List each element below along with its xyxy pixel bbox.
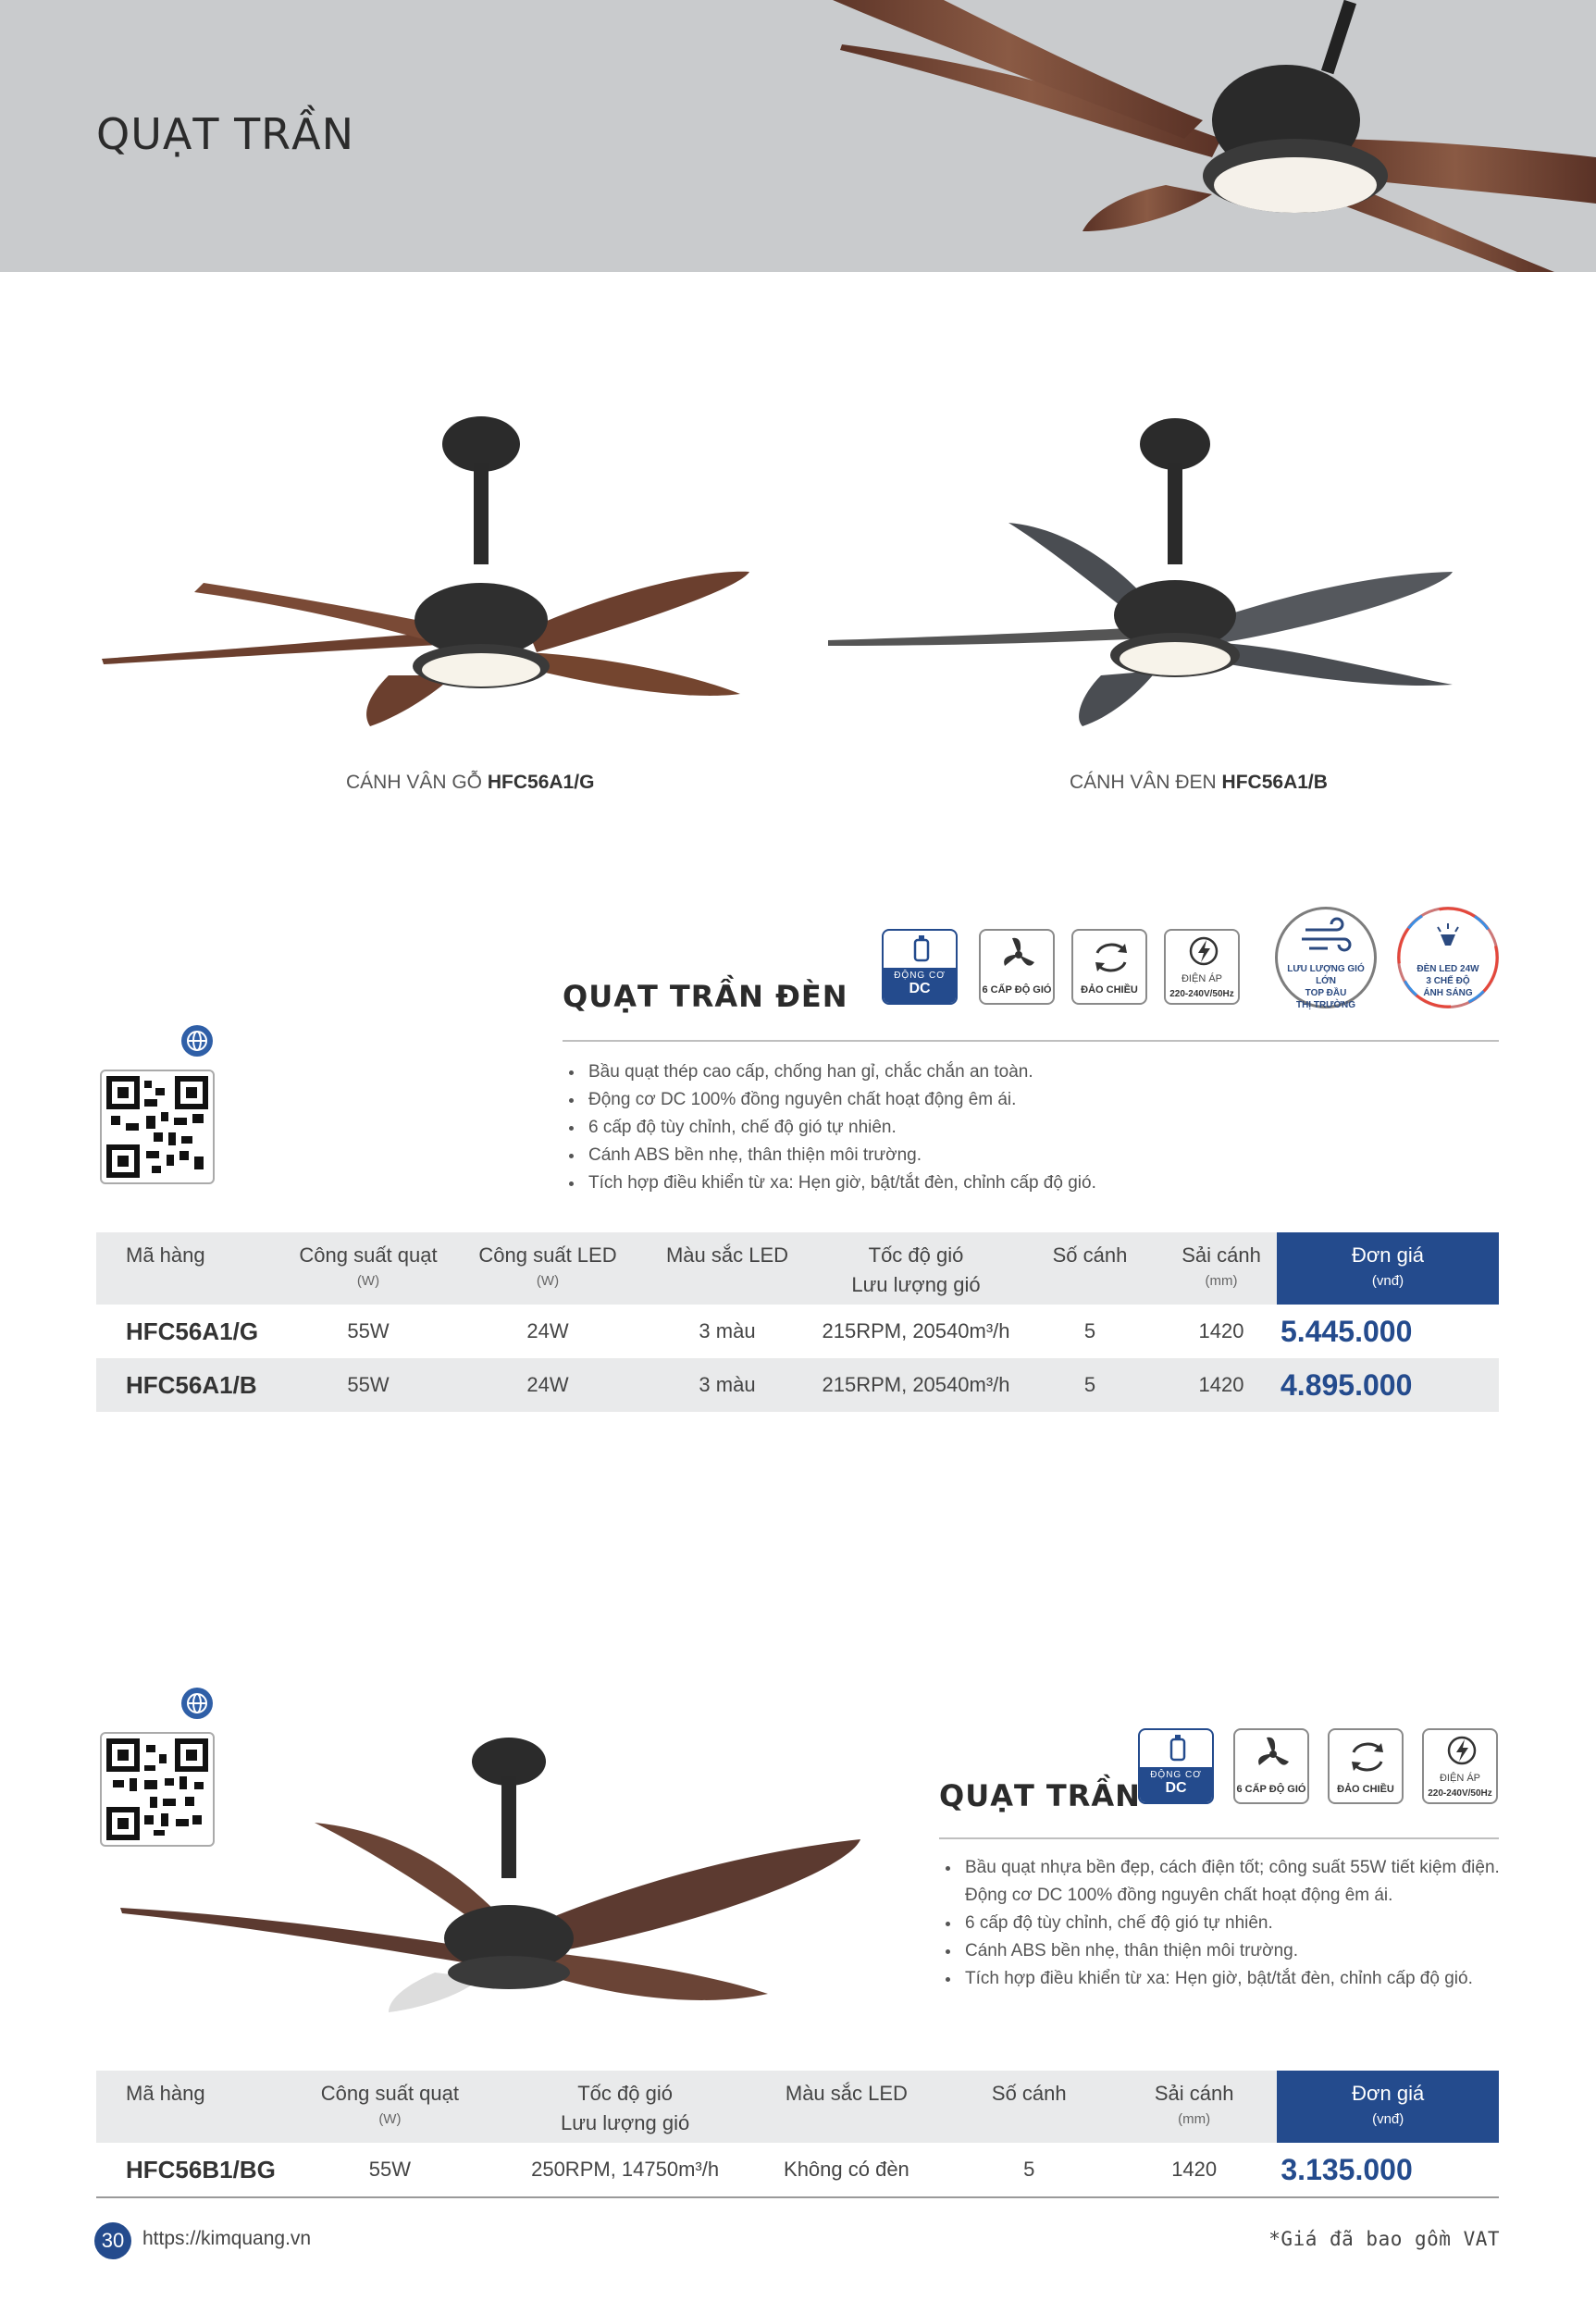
- list-item: • Cánh ABS bền nhẹ, thân thiện môi trường.: [585, 1142, 1510, 1169]
- header-label: Lưu lượng gió: [851, 1273, 981, 1296]
- list-item: • Bầu quạt thép cao cấp, chống han gỉ, chắc chắn an toàn.: [585, 1058, 1510, 1086]
- airflow-line3: THỊ TRƯỜNG: [1295, 1000, 1356, 1010]
- header-label: (W): [356, 1273, 380, 1289]
- list-item: • Bầu quạt nhựa bền đẹp, cách điện tốt; công suất 55W tiết kiệm điện. Động cơ DC 100% đồng nguyên chất hoạt động êm ái.: [961, 1854, 1535, 1910]
- section1-bullets: [559, 1058, 1510, 1197]
- feature-voltage-label: ĐIỆN ÁP: [1181, 973, 1222, 984]
- wood-caption: [346, 772, 594, 794]
- feature-speed: [979, 929, 1055, 1005]
- page-title: QUẠT TRẦN: [96, 109, 355, 159]
- table-cell: 1420: [1111, 2143, 1277, 2197]
- col-fan-power: [276, 2071, 504, 2143]
- fan-dark-wood-photo: [111, 1730, 870, 2017]
- table-cell: Không có đèn: [746, 2143, 946, 2197]
- feature-voltage: [1164, 929, 1240, 1005]
- table-cell: 55W: [278, 1358, 459, 1412]
- header-label: (vnđ): [1371, 1273, 1404, 1289]
- header-label: Số cánh: [991, 2082, 1067, 2105]
- section2-title: QUẠT TRẦN: [939, 1778, 1141, 1813]
- feature-dc-motor: [882, 929, 958, 1005]
- col-blades: [1014, 1232, 1166, 1305]
- table-cell: 3.135.000: [1277, 2143, 1499, 2197]
- feature-speed-2: [1233, 1728, 1309, 1804]
- website-link[interactable]: https://kimquang.vn: [142, 2228, 312, 2249]
- header-label: Đơn giá: [1351, 1243, 1425, 1267]
- col-speed: [504, 2071, 746, 2143]
- list-item: • Động cơ DC 100% đồng nguyên chất hoạt động êm ái.: [585, 1086, 1510, 1114]
- header-label: Mã hàng: [126, 2082, 205, 2105]
- header-label: Công suất quạt: [299, 1243, 438, 1267]
- table-cell: HFC56A1/B: [96, 1358, 278, 1412]
- list-item: • Tích hợp điều khiển từ xa: Hẹn giờ, bật/tắt đèn, chỉnh cấp độ gió.: [585, 1169, 1510, 1197]
- globe-icon[interactable]: [181, 1025, 213, 1057]
- header-label: (vnđ): [1372, 2111, 1404, 2127]
- table-cell: 5: [1083, 1319, 1096, 1342]
- header-label: Mã hàng: [126, 1243, 205, 1267]
- qr-code-section1[interactable]: [100, 1070, 215, 1184]
- table-cell: 5: [947, 2143, 1111, 2197]
- section2-bullets: [935, 1854, 1535, 1993]
- header-label: (W): [378, 2111, 402, 2127]
- vat-note: *Giá đã bao gồm VAT: [1268, 2228, 1500, 2250]
- header-fan-photo: [814, 0, 1596, 272]
- table-header-row: [96, 2071, 1499, 2143]
- led-line3: ÁNH SÁNG: [1423, 988, 1473, 998]
- section1-divider: [563, 1040, 1499, 1042]
- list-item: • Cánh ABS bền nhẹ, thân thiện môi trường.: [961, 1937, 1535, 1965]
- globe-icon[interactable]: [181, 1688, 213, 1719]
- table-cell: 215RPM, 20540m³/h: [822, 1319, 1010, 1342]
- table-cell: HFC56B1/BG: [96, 2143, 276, 2197]
- black-caption-prefix: CÁNH VÂN ĐEN: [1070, 772, 1217, 793]
- led-line1: ĐÈN LED 24W: [1417, 964, 1479, 974]
- feature-dc-motor-2: [1138, 1728, 1214, 1804]
- feature-airflow: [1275, 907, 1377, 1008]
- col-price: [1277, 2071, 1499, 2143]
- feature-dc-small: ĐỘNG CƠ: [894, 971, 946, 981]
- feature-reverse-label: ĐẢO CHIỀU: [1081, 984, 1138, 996]
- col-span: [1166, 1232, 1277, 1305]
- list-item: • Tích hợp điều khiển từ xa: Hẹn giờ, bật/tắt đèn, chỉnh cấp độ gió.: [961, 1965, 1535, 1993]
- col-blades: [947, 2071, 1111, 2143]
- lightning-icon: [1424, 1730, 1500, 1771]
- header-label: Sải cánh: [1182, 1243, 1261, 1267]
- page-number: 30: [94, 2222, 131, 2259]
- header-label: (W): [536, 1273, 560, 1289]
- black-caption-code: HFC56A1/B: [1221, 772, 1328, 793]
- feature-speed-label-2: 6 CẤP ĐỘ GIÓ: [1236, 1784, 1306, 1795]
- feature-voltage-2: [1422, 1728, 1498, 1804]
- section1-title: QUẠT TRẦN ĐÈN: [563, 979, 848, 1014]
- table-cell: 55W: [276, 2143, 504, 2197]
- header-label: Công suất quạt: [320, 2082, 459, 2105]
- reverse-icon: [1073, 931, 1149, 983]
- list-item: • 6 cấp độ tùy chỉnh, chế độ gió tự nhiên.: [961, 1910, 1535, 1937]
- fan-wood-photo: [93, 407, 777, 740]
- table-header-row: [96, 1232, 1499, 1305]
- col-span: [1111, 2071, 1277, 2143]
- col-fan-power: [278, 1232, 459, 1305]
- header-label: Màu sắc LED: [785, 2082, 908, 2105]
- wood-caption-prefix: CÁNH VÂN GỖ: [346, 772, 483, 793]
- col-led-color: [746, 2071, 946, 2143]
- fan-icon: [981, 931, 1057, 983]
- col-code: [96, 2071, 276, 2143]
- table-row: [96, 1358, 1499, 1412]
- header-label: Sải cánh: [1154, 2082, 1234, 2105]
- col-code: [96, 1232, 278, 1305]
- feature-reverse: [1071, 929, 1147, 1005]
- header-label: (mm): [1205, 1273, 1238, 1289]
- table-cell: 24W: [459, 1358, 637, 1412]
- header-label: Tốc độ gió: [868, 1243, 964, 1267]
- col-price: [1277, 1232, 1499, 1305]
- table-cell: HFC56A1/G: [126, 1317, 259, 1345]
- fan-icon: [1235, 1730, 1311, 1782]
- table-cell: 3 màu: [699, 1319, 756, 1342]
- wood-caption-code: HFC56A1/G: [487, 772, 595, 793]
- table-row: [96, 2143, 1499, 2197]
- table-cell: 3 màu: [637, 1358, 818, 1412]
- section2-spec-table: [96, 2071, 1499, 2198]
- feature-voltage-label-2: ĐIỆN ÁP: [1439, 1773, 1480, 1784]
- section2-divider: [939, 1837, 1499, 1839]
- header-label: Công suất LED: [478, 1243, 617, 1267]
- table-cell: 1420: [1166, 1358, 1277, 1412]
- col-led-color: [637, 1232, 818, 1305]
- wind-icon: [1278, 909, 1374, 961]
- section1-spec-table: [96, 1232, 1499, 1412]
- motor-icon: [884, 931, 958, 971]
- led-line2: 3 CHẾ ĐỘ: [1426, 976, 1470, 986]
- feature-voltage-value: 220-240V/50Hz: [1169, 989, 1234, 999]
- feature-dc-small-2: ĐỘNG CƠ: [1150, 1770, 1202, 1780]
- header-label: Tốc độ gió: [577, 2082, 673, 2105]
- feature-led: [1397, 907, 1499, 1008]
- airflow-line2: TOP ĐẦU: [1305, 988, 1347, 998]
- reverse-icon: [1330, 1730, 1405, 1782]
- table-cell: 5: [1014, 1358, 1166, 1412]
- col-speed: [818, 1232, 1014, 1305]
- feature-reverse-2: [1328, 1728, 1404, 1804]
- black-caption: [1070, 772, 1328, 794]
- table-row: [96, 1305, 1499, 1358]
- table-cell: 24W: [526, 1319, 569, 1342]
- fan-black-photo: [814, 407, 1480, 740]
- feature-dc-big: DC: [909, 981, 931, 996]
- feature-speed-label: 6 CẤP ĐỘ GIÓ: [982, 984, 1052, 996]
- table-cell: 250RPM, 14750m³/h: [504, 2143, 746, 2197]
- header-label: Lưu lượng gió: [560, 2111, 690, 2134]
- table-cell: 4.895.000: [1277, 1358, 1499, 1412]
- header-label: (mm): [1178, 2111, 1211, 2127]
- table-cell: 1420: [1198, 1319, 1244, 1342]
- table-cell: 55W: [347, 1319, 390, 1342]
- header-label: Đơn giá: [1352, 2082, 1425, 2105]
- airflow-line1: LƯU LƯỢNG GIÓ LỚN: [1287, 964, 1365, 986]
- list-item: • 6 cấp độ tùy chỉnh, chế độ gió tự nhiên.: [585, 1114, 1510, 1142]
- table-cell: 215RPM, 20540m³/h: [818, 1358, 1014, 1412]
- feature-reverse-label-2: ĐẢO CHIỀU: [1337, 1784, 1394, 1795]
- motor-icon: [1140, 1730, 1214, 1771]
- header-label: Số cánh: [1052, 1243, 1128, 1267]
- lightning-icon: [1166, 931, 1242, 971]
- table-cell: 5.445.000: [1281, 1314, 1413, 1348]
- feature-voltage-value-2: 220-240V/50Hz: [1428, 1788, 1492, 1799]
- feature-dc-big-2: DC: [1165, 1780, 1187, 1796]
- header-label: Màu sắc LED: [665, 1243, 789, 1267]
- col-led-power: [459, 1232, 637, 1305]
